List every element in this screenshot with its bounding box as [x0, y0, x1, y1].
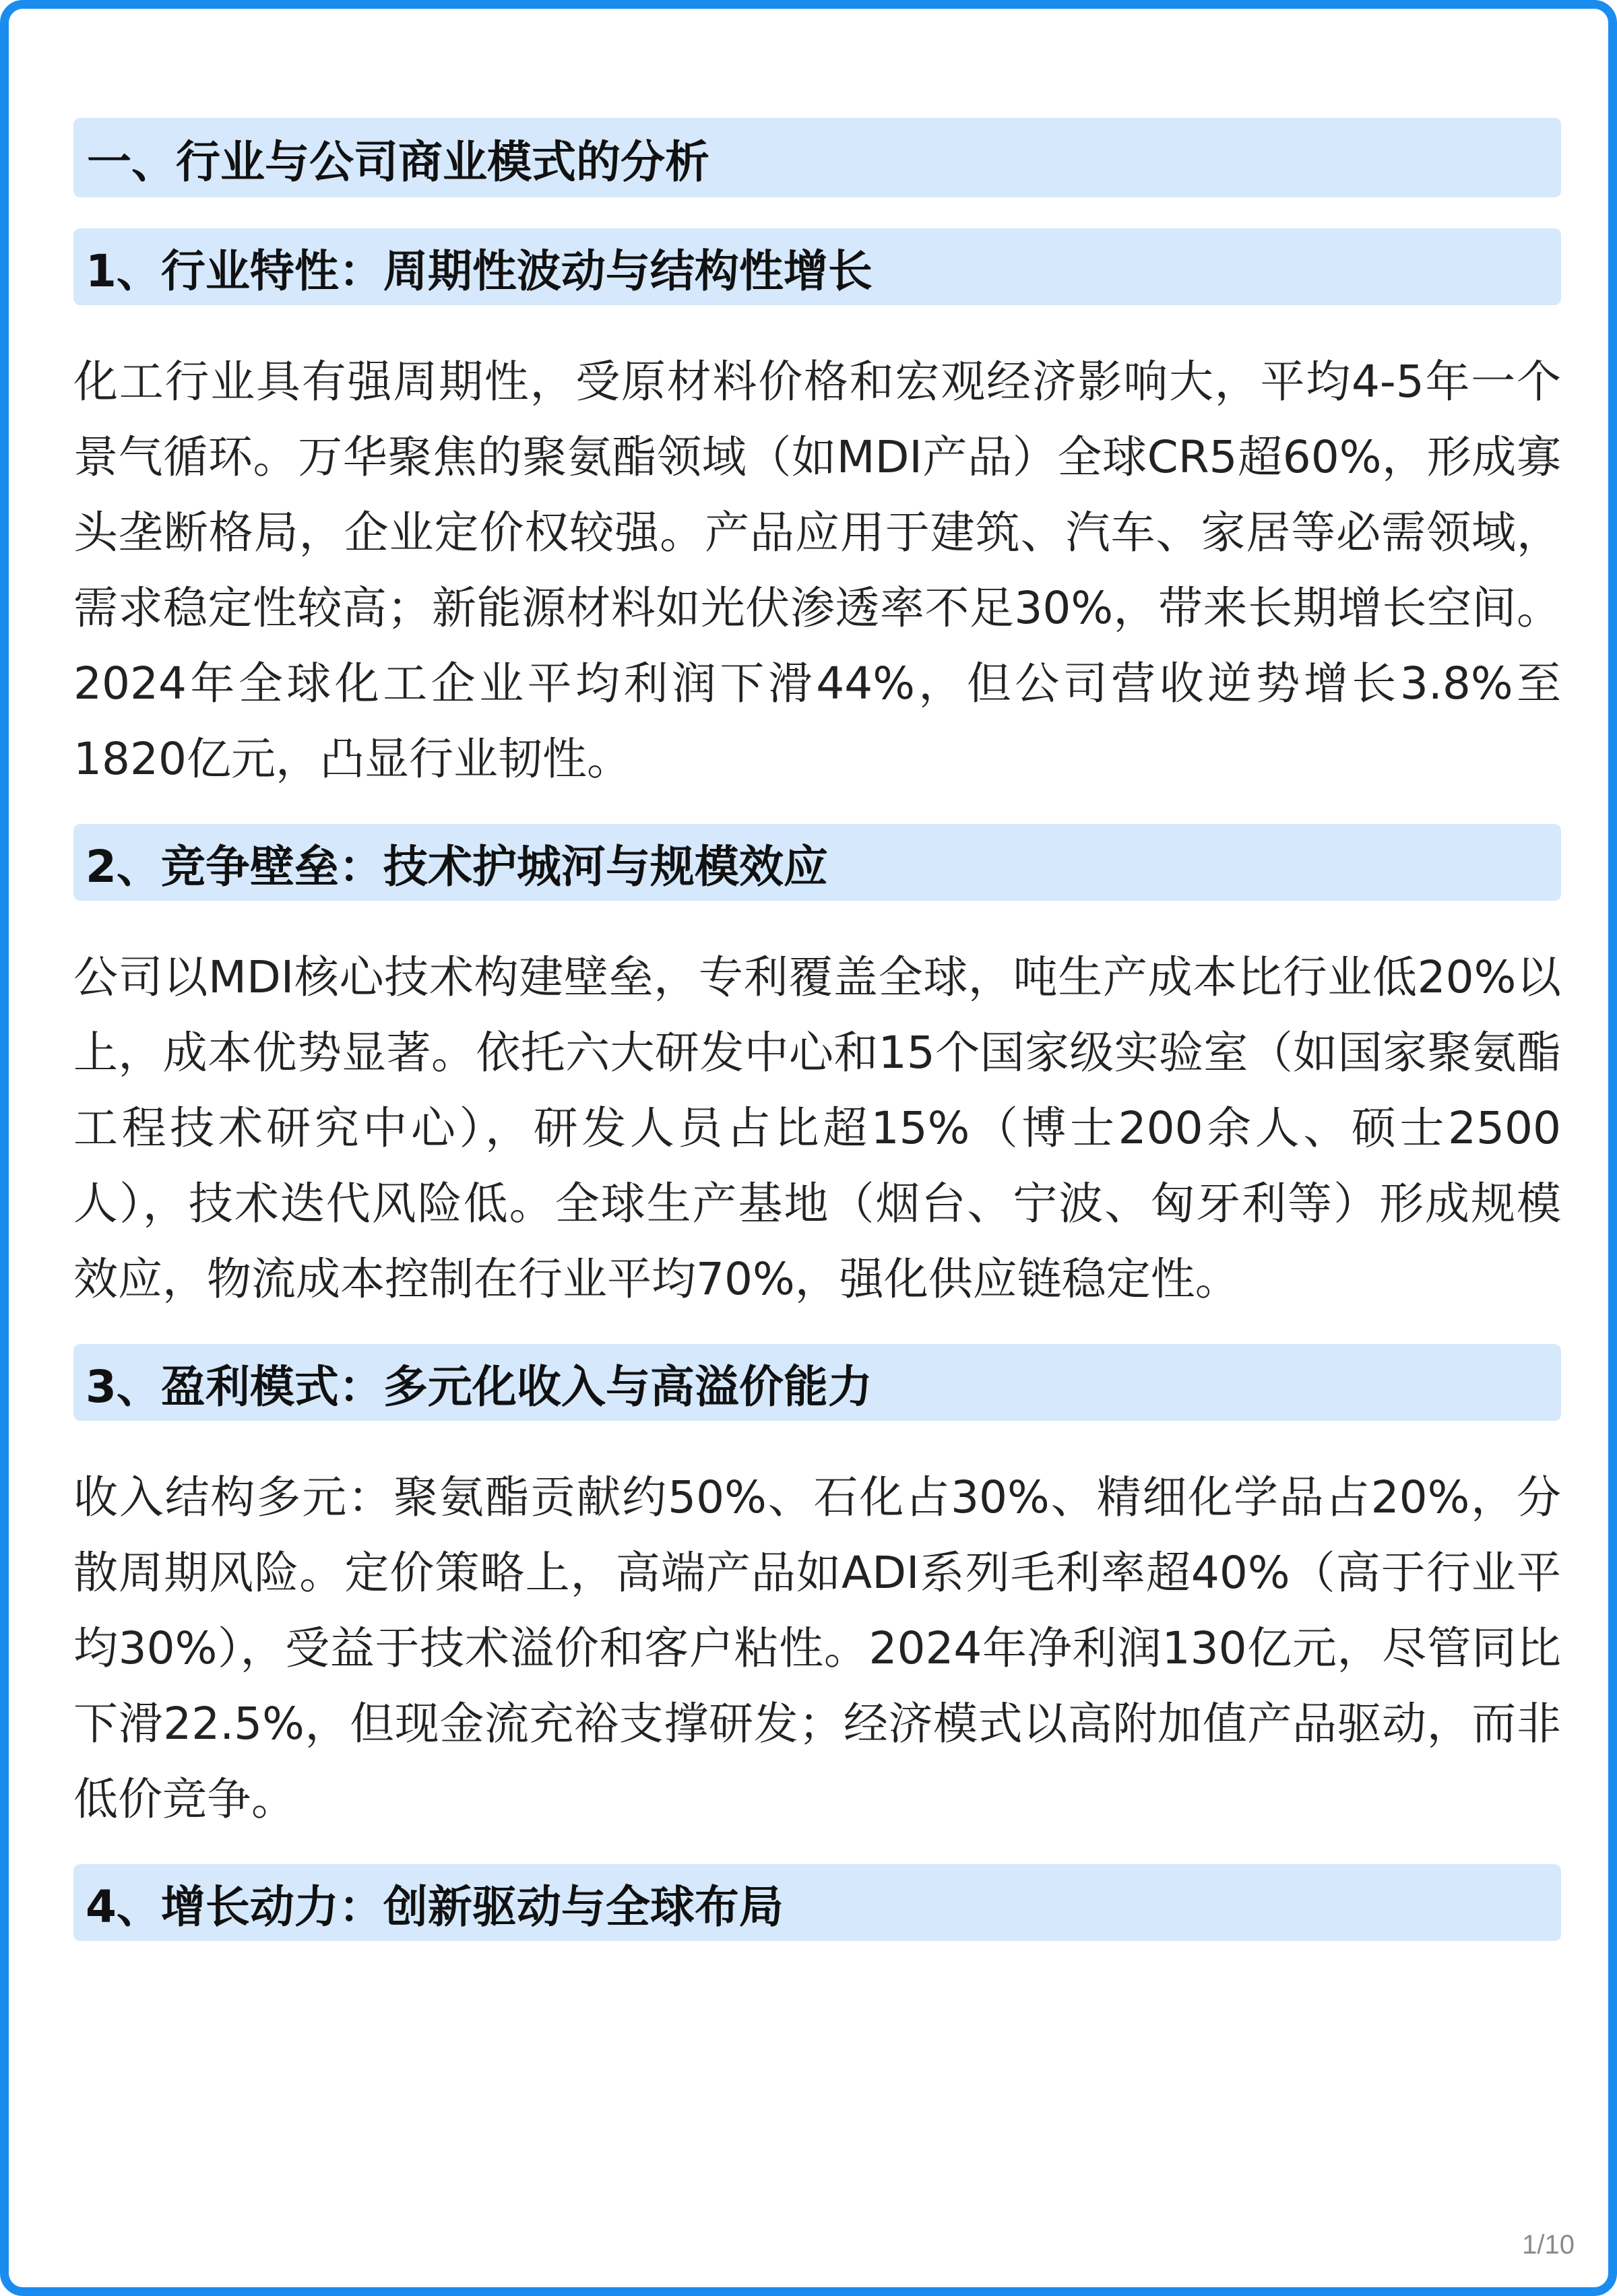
section-heading-3	[73, 1344, 1561, 1421]
section-body-3: 收入结构多元：聚氨酯贡献约50%、石化占30%、精细化学品占20%，分散周期风险。定价策略上，高端产品如ADI系列毛利率超40%（高于行业平均30%），受益于技术溢价和客户粘性。2024年净利润130亿元，尽管同比下滑22.5%，但现金流充裕支撑研发；经济模式以高附加值产品驱动，而非低价竞争。	[73, 1471, 1561, 1825]
section-body-1: 化工行业具有强周期性，受原材料价格和宏观经济影响大，平均4-5年一个景气循环。万华聚焦的聚氨酯领域（如MDI产品）全球CR5超60%，形成寡头垄断格局，企业定价权较强。产品应用于建筑、汽车、家居等必需领域，需求稳定性较高；新能源材料如光伏渗透率不足30%，带来长期增长空间。2024年全球化工企业平均利润下滑44%，但公司营收逆势增长3.8%至1820亿元，凸显行业韧性。	[73, 356, 1561, 785]
section-heading-text: 3、盈利模式：多元化收入与高溢价能力	[86, 1360, 873, 1413]
section-heading-text: 1、行业特性：周期性波动与结构性增长	[86, 245, 873, 297]
section-heading-1	[73, 228, 1561, 305]
document-title	[73, 118, 1561, 197]
document-content	[73, 118, 1561, 1941]
section-body-2: 公司以MDI核心技术构建壁垒，专利覆盖全球，吨生产成本比行业低20%以上，成本优势显著。依托六大研发中心和15个国家级实验室（如国家聚氨酯工程技术研究中心），研发人员占比超15%（博士200余人、硕士2500人），技术迭代风险低。全球生产基地（烟台、宁波、匈牙利等）形成规模效应，物流成本控制在行业平均70%，强化供应链稳定性。	[73, 951, 1561, 1305]
section-heading-2	[73, 824, 1561, 901]
section-heading-text: 2、竞争壁垒：技术护城河与规模效应	[86, 840, 828, 893]
page-indicator: 1/10	[1522, 2230, 1575, 2260]
document-title-text: 一、行业与公司商业模式的分析	[87, 135, 709, 188]
section-heading-4	[73, 1864, 1561, 1941]
section-heading-text: 4、增长动力：创新驱动与全球布局	[86, 1880, 784, 1933]
